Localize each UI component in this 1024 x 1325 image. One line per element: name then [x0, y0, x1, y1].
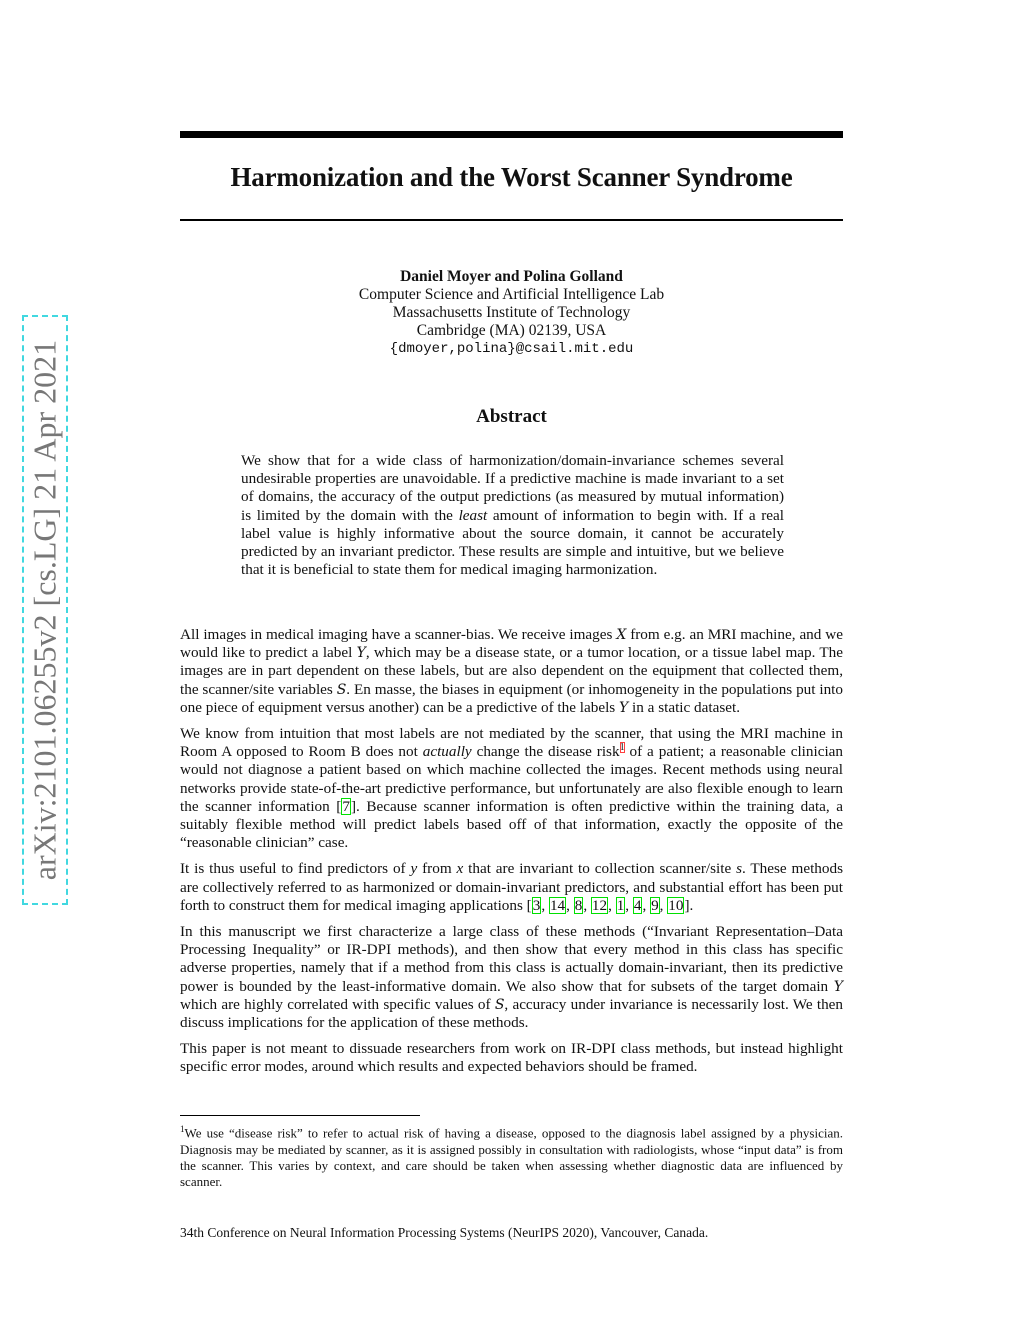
venue-line: 34th Conference on Neural Information Processing Systems (NeurIPS 2020), Vancouver, Canada.: [180, 1225, 709, 1240]
citation-link[interactable]: 12: [591, 896, 608, 914]
citation-link[interactable]: 10: [668, 896, 684, 914]
author-institution: Massachusetts Institute of Technology: [392, 304, 631, 321]
abstract-heading: Abstract: [476, 406, 547, 427]
footnote-mark: 1: [180, 1124, 185, 1134]
math-S: S: [336, 681, 347, 698]
math-S: S: [494, 996, 505, 1013]
citation-link[interactable]: 3: [532, 896, 541, 914]
body-paragraph-5: This paper is not meant to dissuade researchers from work on IR-DPI class methods, but instead highlight specific error modes, around which results and expected behaviors should be framed.: [180, 1040, 843, 1076]
citation-link[interactable]: 1: [616, 896, 625, 914]
math-Y: Y: [619, 699, 629, 716]
title-rule-bottom: [180, 219, 843, 221]
citation-link[interactable]: 4: [633, 896, 642, 914]
author-lab: Computer Science and Artificial Intelligence Lab: [358, 286, 665, 303]
author-email: {dmoyer,polina}@csail.mit.edu: [389, 341, 634, 357]
body-paragraph-3: It is thus useful to find predictors of y from x that are invariant to collection scanner/site s. These methods are collectively referred to as harmonized or domain-invariant predictors, and substantial effort has been put forth to construct them for medical imaging applications [3, 14, 8, 12, 1, 4, 9, 10].: [180, 860, 843, 914]
footnote: [180, 1121, 843, 1190]
abstract-text: We show that for a wide class of harmonization/domain-invariance schemes several undesirable properties are unavoidable. If a predictive machine is made invariant to a set of domains, the accuracy of the output predictions (as measured by mutual information) is limited by the domain with the least amount of information to begin with. If a real label value is highly informative about the source domain, it cannot be accurately predicted by an invariant predictor. These results are simple and intuitive, but we believe that it is beneficial to state them for medical imaging harmonization.: [241, 452, 784, 579]
author-address: Cambridge (MA) 02139, USA: [416, 322, 607, 339]
body-paragraph-4: In this manuscript we first characterize a large class of these methods (“Invariant Representation–Data Processing Inequality” or IR-DPI methods), and then show that every method in this class has specific adverse properties, namely that if a method from this class is actually domain-invariant, then its predictive power is bounded by the least-informative domain. We also show that for subsets of the target domain Y which are highly correlated with specific values of S, accuracy under invariance is necessarily lost. We then discuss implications for the application of these methods.: [180, 923, 843, 1032]
math-Y: Y: [356, 645, 366, 662]
math-X: X: [616, 627, 627, 643]
footnote-rule: [180, 1115, 420, 1116]
citation-link[interactable]: 7: [342, 797, 350, 815]
math-s: s: [736, 860, 742, 878]
footnote-link[interactable]: 1: [619, 742, 625, 754]
math-Y: Y: [833, 978, 843, 995]
citation-link[interactable]: 8: [574, 896, 583, 914]
author-names: Daniel Moyer and Polina Golland: [400, 268, 623, 285]
emphasis-actually: actually: [422, 743, 472, 761]
abstract-emphasis: least: [458, 506, 488, 524]
paper-title: Harmonization and the Worst Scanner Syndrome: [230, 162, 793, 192]
body-paragraph-2: We know from intuition that most labels are not mediated by the scanner, that using the MRI machine in Room A opposed to Room B does not actually change the disease risk$^1$ of a patient; a reasonable clinician would not diagnose a patient based on which machine collected the images. Recent methods using neural networks provide state-of-the-art predictive performance, but unfortunately are also flexible enough to learn the scanner information [7]. Because scanner information is often predictive within the training data, a suitably flexible method will predict labels based off of that information, exactly the opposite of the “reasonable clinician” case.: [180, 725, 843, 852]
arxiv-identifier[interactable]: arXiv:2101.06255v2 [cs.LG] 21 Apr 2021: [26, 339, 63, 881]
citation-link[interactable]: 9: [651, 896, 659, 914]
footnote-text: We use “disease risk” to refer to actual risk of having a disease, opposed to the diagnosis label assigned by a physician. Diagnosis may be mediated by scanner, as it is assigned possibly in consultation with radiologists, whose “input data” is from the scanner. This varies by context, and care should be taken when assessing whether diagnostic data are influenced by scanner.: [180, 1125, 843, 1189]
math-y: y: [410, 860, 418, 878]
math-x: x: [456, 860, 464, 878]
author-block: [180, 268, 843, 358]
citation-link[interactable]: 14: [549, 896, 566, 914]
title-rule-top: [180, 131, 843, 138]
body-paragraph-1: All images in medical imaging have a scanner-bias. We receive images X from e.g. an MRI machine, and we would like to predict a label Y, which may be a disease state, or a tumor location, or a tissue label map. The images are in part dependent on these labels, but are also dependent on the equipment that collected them, the scanner/site variables S. En masse, the biases in equipment (or inhomogeneity in the populations put into one piece of equipment versus another) can be a predictive of the labels Y in a static dataset.: [180, 626, 843, 716]
main-body: [180, 626, 843, 1085]
